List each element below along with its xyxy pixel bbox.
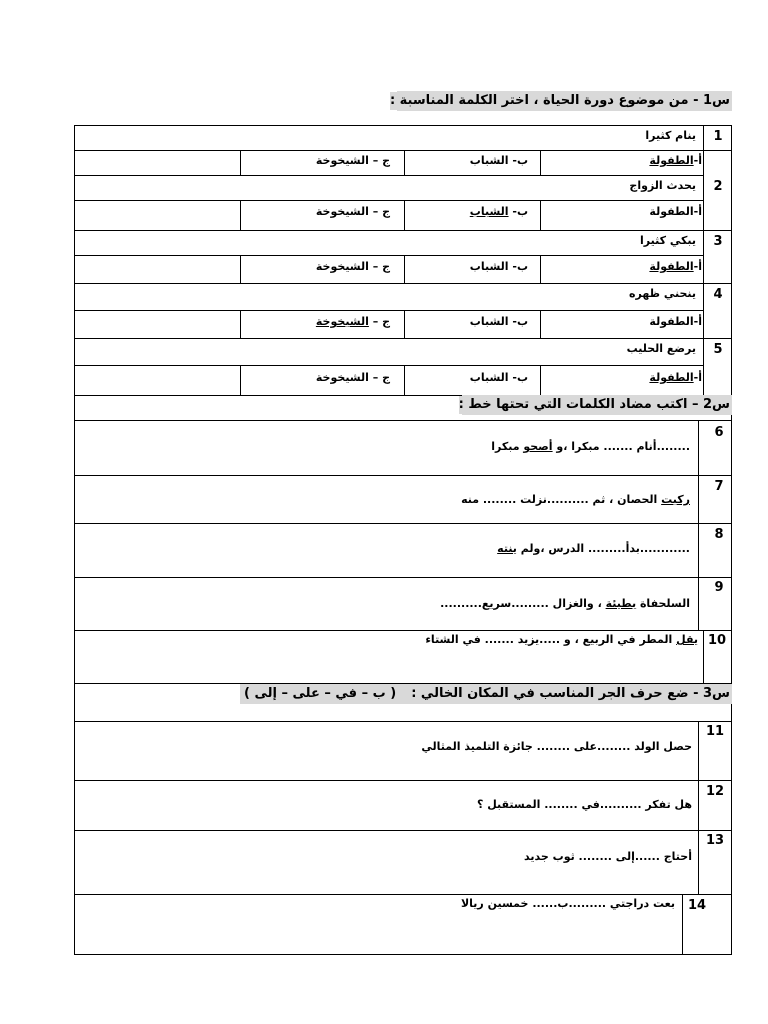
choice-c[interactable]: ج – الشيخوخة bbox=[315, 154, 390, 167]
antonym-sentence: السلحفاة بطيئة ، والغزال .........سريع.......... bbox=[440, 597, 690, 610]
question-stem: ينام كثيرا bbox=[645, 129, 696, 142]
preposition-sentence: أحتاج ......إلى ........ ثوب جديد bbox=[524, 850, 692, 863]
item-number: 7 bbox=[714, 479, 724, 494]
item-number: 11 bbox=[705, 724, 725, 739]
question-stem: يبكي كثيرا bbox=[640, 234, 696, 247]
section3-options: ( ب – في – على – إلى ) bbox=[244, 686, 397, 701]
preposition-sentence: بعت دراجتي .........ب...... خمسين ريالا bbox=[460, 897, 675, 910]
section1-title: س1 - من موضوع دورة الحياة ، اختر الكلمة المناسبة : bbox=[389, 93, 730, 108]
item-number: 9 bbox=[714, 580, 724, 595]
item-number: 4 bbox=[713, 287, 723, 302]
choice-b[interactable]: ب- الشباب bbox=[469, 371, 528, 384]
item-number: 13 bbox=[705, 833, 725, 848]
choice-c[interactable]: ج – الشيخوخة bbox=[315, 260, 390, 273]
item-number: 12 bbox=[705, 784, 725, 799]
choice-b[interactable]: ب- الشباب bbox=[469, 205, 528, 218]
choice-b[interactable]: ب- الشباب bbox=[469, 154, 528, 167]
question-stem: يرضع الحليب bbox=[626, 342, 696, 355]
item-number: 14 bbox=[687, 898, 707, 913]
choice-a[interactable]: أ-الطفولة bbox=[649, 260, 702, 273]
preposition-sentence: حصل الولد ........على ........ جائزة التلميذ المثالي bbox=[421, 740, 692, 753]
choice-c[interactable]: ج – الشيخوخة bbox=[315, 315, 390, 328]
section2-title: س2 – اكتب مضاد الكلمات التي تحتها خط : bbox=[458, 397, 730, 412]
antonym-sentence: يقل المطر في الربيع ، و .....يزيد ....... في الشتاء bbox=[425, 633, 698, 646]
item-number: 6 bbox=[714, 425, 724, 440]
item-number: 3 bbox=[713, 234, 723, 249]
choice-c[interactable]: ج – الشيخوخة bbox=[315, 371, 390, 384]
question-stem: ينحني ظهره bbox=[629, 287, 696, 300]
choice-a[interactable]: أ-الطفولة bbox=[649, 154, 702, 167]
choice-a[interactable]: أ-الطفولة bbox=[649, 205, 702, 218]
question-stem: يحدث الزواج bbox=[629, 179, 696, 192]
item-number: 5 bbox=[713, 342, 723, 357]
section3-title: س3 - ضع حرف الجر المناسب في المكان الخالي : bbox=[411, 686, 730, 701]
item-number: 10 bbox=[707, 633, 727, 648]
item-number: 1 bbox=[713, 129, 723, 144]
antonym-sentence: ............بدأ......... الدرس ،ولم ينته bbox=[497, 542, 690, 555]
antonym-sentence: ركبت الحصان ، ثم ..........نزلت ........ منه bbox=[461, 493, 690, 506]
choice-a[interactable]: أ-الطفولة bbox=[649, 371, 702, 384]
antonym-sentence: ........أنام ....... مبكرا ،و أصحو مبكرا bbox=[491, 440, 690, 453]
choice-b[interactable]: ب- الشباب bbox=[469, 315, 528, 328]
preposition-sentence: هل تفكر ..........في ........ المستقبل ؟ bbox=[477, 798, 692, 811]
choice-c[interactable]: ج – الشيخوخة bbox=[315, 205, 390, 218]
choice-a[interactable]: أ-الطفولة bbox=[649, 315, 702, 328]
item-number: 8 bbox=[714, 527, 724, 542]
choice-b[interactable]: ب- الشباب bbox=[469, 260, 528, 273]
item-number: 2 bbox=[713, 179, 723, 194]
